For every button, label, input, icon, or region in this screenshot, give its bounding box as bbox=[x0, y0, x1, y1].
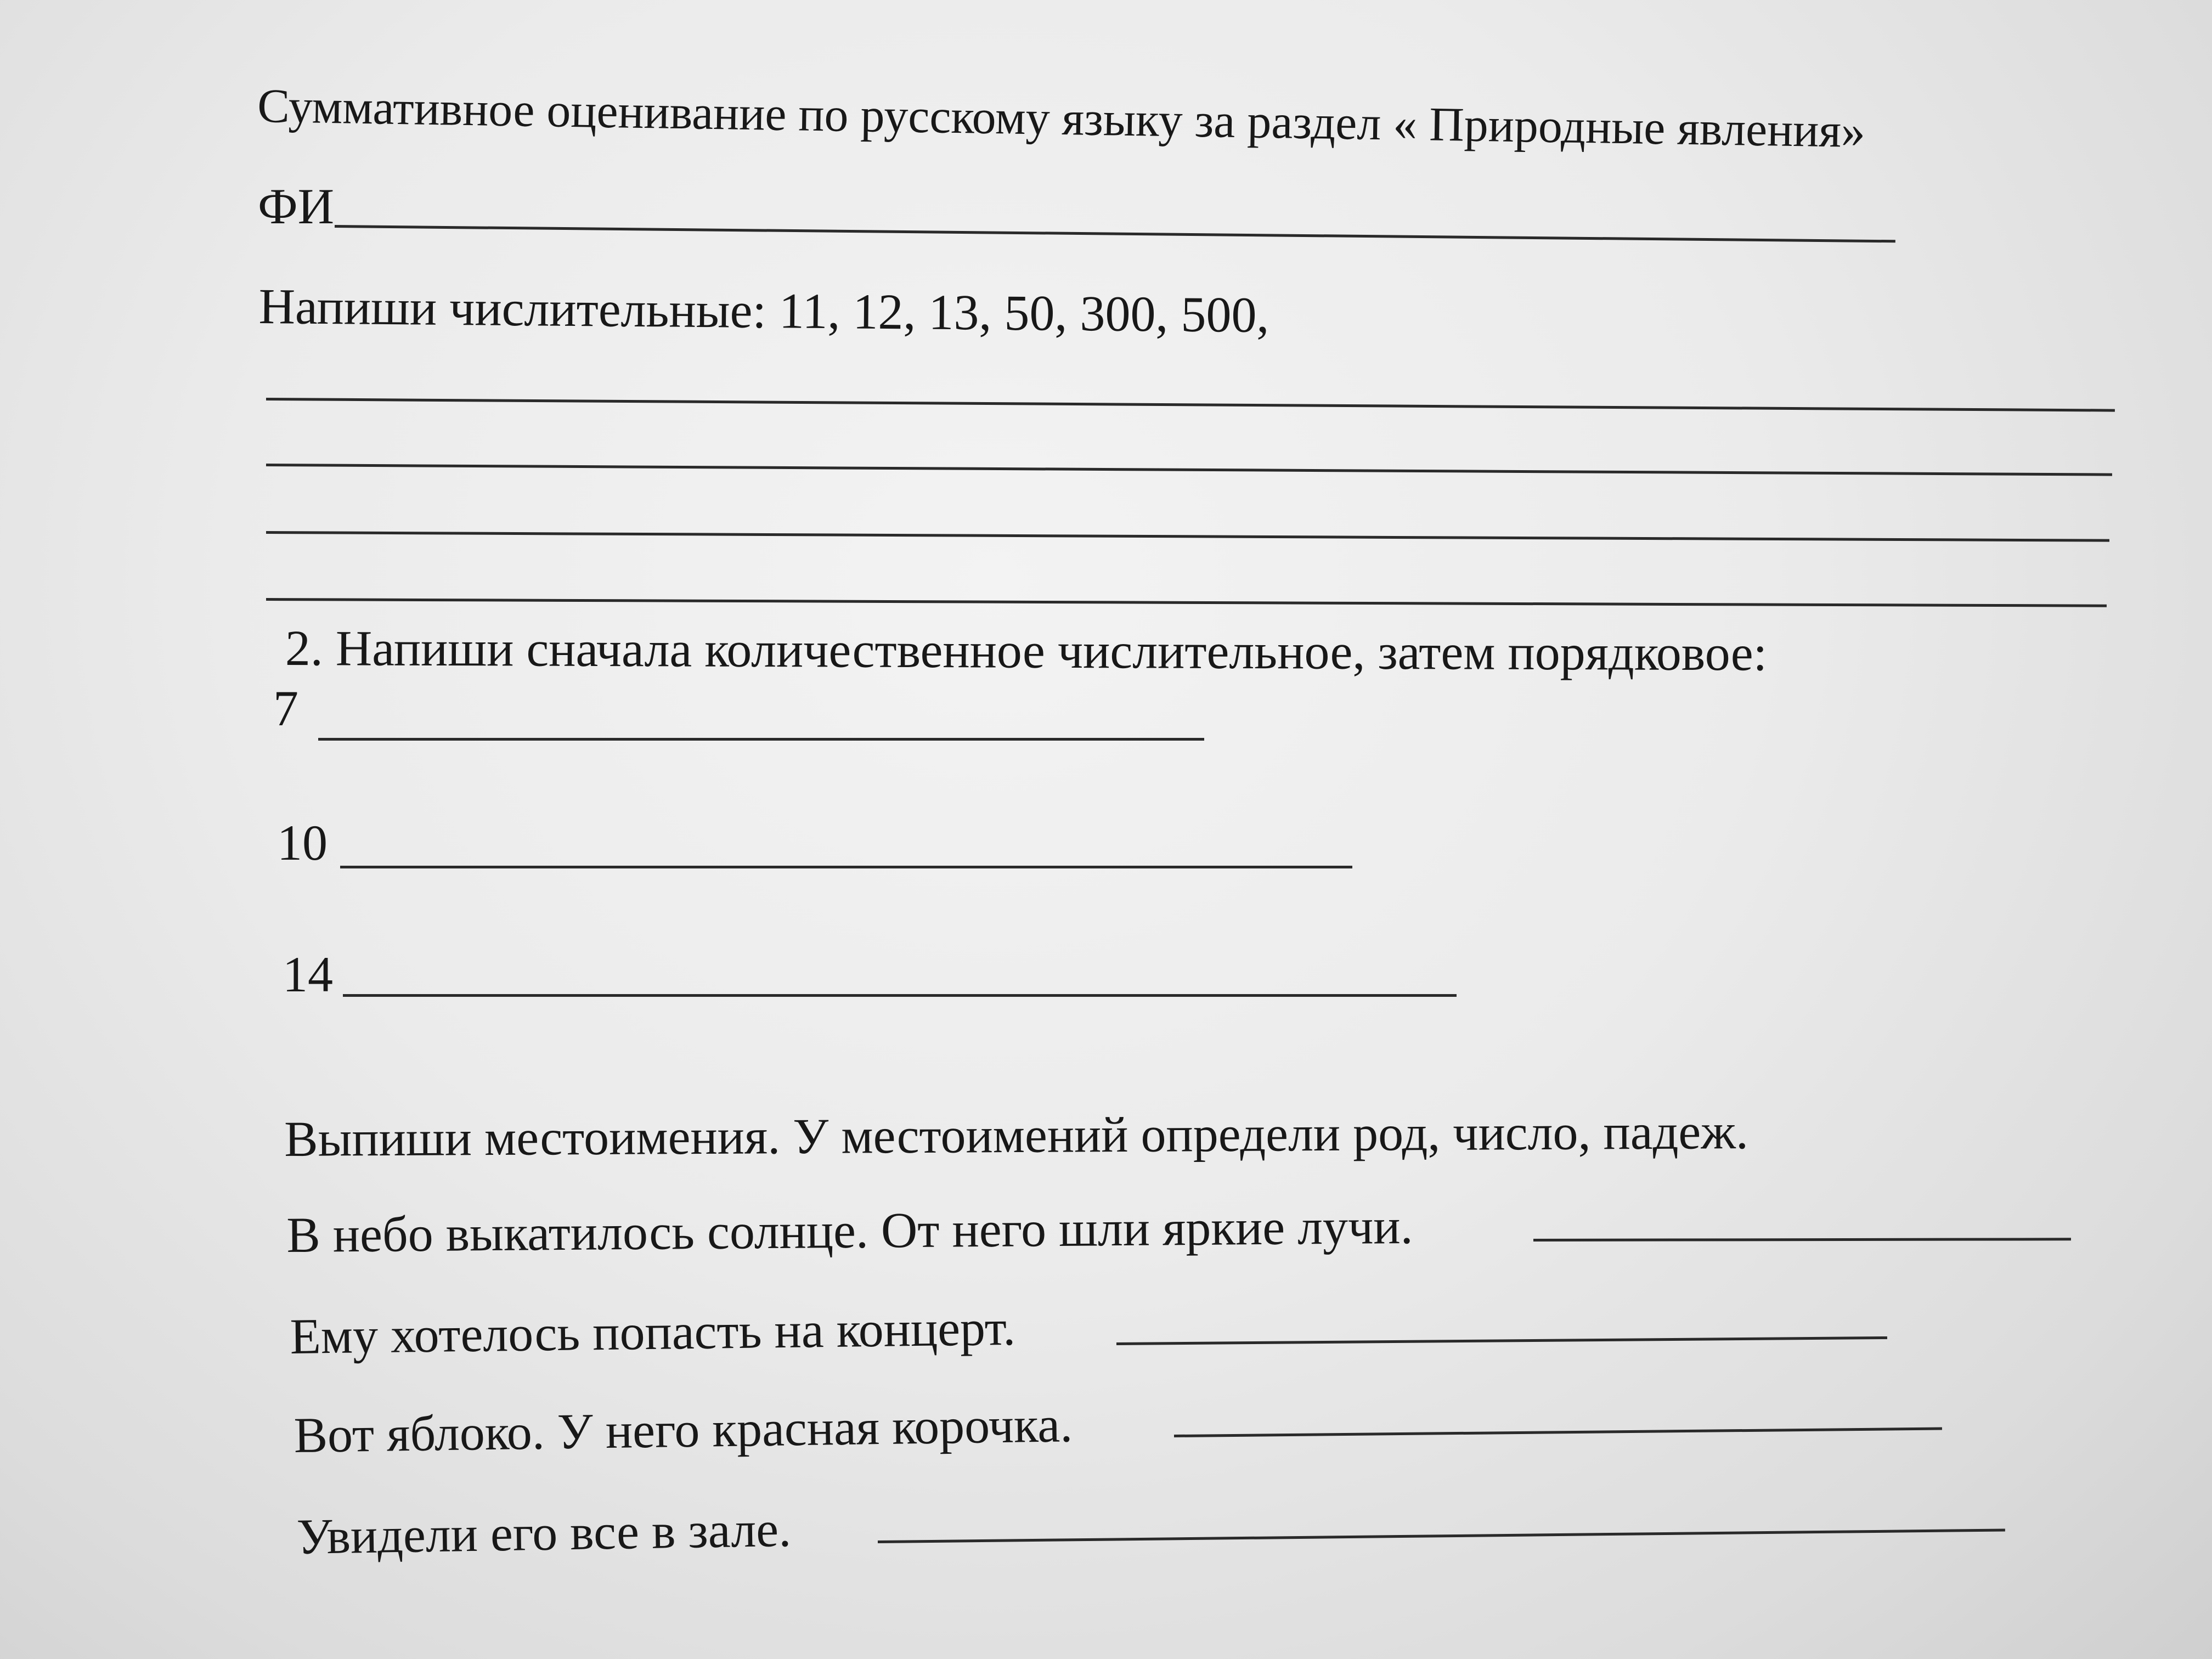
task1-answer-line bbox=[266, 398, 2115, 412]
task2-item-number: 10 bbox=[277, 815, 328, 871]
task3-answer-line bbox=[878, 1528, 2005, 1543]
task3-answer-line bbox=[1116, 1336, 1887, 1345]
task3-sentence: Увидели его все в зале. bbox=[296, 1500, 792, 1565]
task1-answer-line bbox=[266, 598, 2107, 607]
task2-item-number: 7 bbox=[273, 680, 298, 736]
task3-sentence: В небо выкатилось солнце. От него шли яркие лучи. bbox=[286, 1198, 1413, 1263]
task3-sentence: Вот яблоко. У него красная корочка. bbox=[293, 1396, 1073, 1463]
name-label: ФИ bbox=[258, 178, 335, 234]
task1-answer-line bbox=[266, 464, 2112, 476]
task2-answer-line bbox=[340, 866, 1352, 868]
task3-prompt: Выпиши местоимения. У местоимений определи род, число, падеж. bbox=[284, 1103, 1749, 1167]
task2-prompt: 2. Напиши сначала количественное числительное, затем порядковое: bbox=[285, 620, 1768, 681]
task2-answer-line bbox=[318, 738, 1204, 741]
task2-item-number: 14 bbox=[283, 946, 333, 1002]
task1-prompt: Напиши числительные: 11, 12, 13, 50, 300, 500, bbox=[258, 278, 1270, 343]
task1-answer-line bbox=[266, 531, 2109, 542]
task3-sentence: Ему хотелось попасть на концерт. bbox=[289, 1299, 1016, 1364]
task3-answer-line bbox=[1174, 1427, 1942, 1437]
name-answer-line bbox=[335, 225, 1895, 242]
task3-answer-line bbox=[1533, 1238, 2071, 1242]
worksheet-title: Суммативное оценивание по русскому языку за раздел « Природные явления» bbox=[257, 80, 1866, 159]
task2-answer-line bbox=[343, 994, 1457, 997]
